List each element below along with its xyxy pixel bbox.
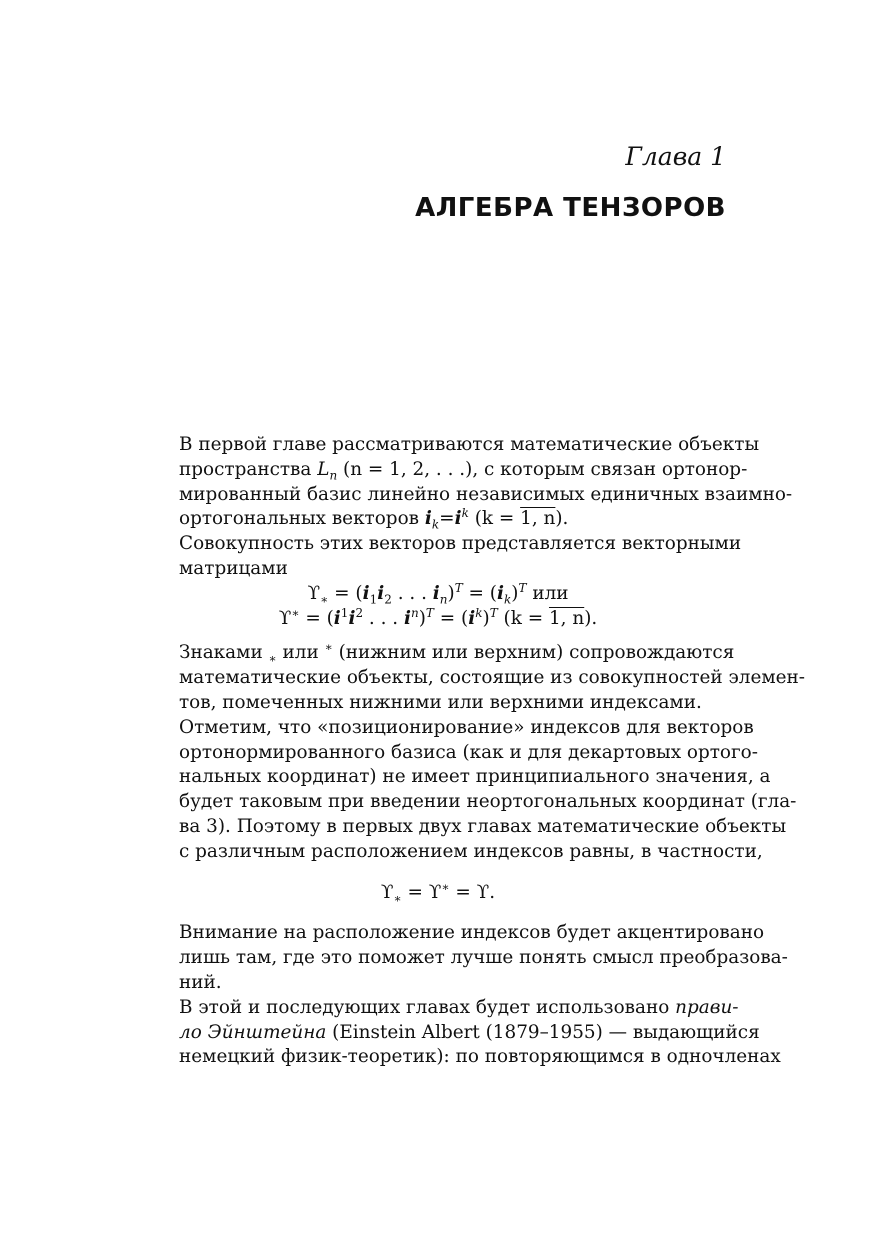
chapter-title: АЛГЕБРА ТЕНЗОРОВ [415, 193, 726, 223]
idx: 2 [384, 592, 392, 607]
paragraph-6 [148, 996, 781, 1070]
idx: 1 [369, 592, 378, 607]
p3-line-3: тов, помеченных нижними или верхними индексами. [179, 691, 702, 713]
einstein-rule-term: ло Эйнштейна [179, 1021, 327, 1043]
f-text: = ( [433, 607, 469, 629]
index-range: 1, n [548, 607, 585, 629]
vec-i: i [377, 582, 385, 604]
p3-text: (нижним или верхним) сопровождаются [332, 642, 735, 664]
paragraph-1 [148, 433, 793, 533]
p6-line-3: немецкий физик-теоретик): по повторяющимся в одночленах [179, 1046, 781, 1068]
vec-i: i [468, 607, 476, 629]
formula-lower-basis [148, 582, 728, 607]
idx: n [439, 592, 448, 607]
f-text: = ϒ [401, 881, 442, 903]
p6-text: (Einstein Albert (1879–1955) — выдающийся [326, 1021, 760, 1043]
star-index: ∗ [393, 891, 402, 906]
f-text: или [526, 582, 569, 604]
p1-text: ). [555, 508, 569, 530]
upper-index: k [461, 506, 469, 521]
chapter-label: Глава 1 [625, 142, 726, 171]
space-index: n [329, 468, 338, 483]
einstein-rule-term: прави- [675, 996, 739, 1018]
transpose: T [518, 580, 527, 595]
p1-text: пространства [179, 458, 318, 480]
f-text: ) [447, 582, 455, 604]
p3-line-1 [148, 640, 735, 667]
p5-line-2: лишь там, где это поможет лучше понять смысл преобразова- [179, 947, 788, 969]
idx: 2 [355, 605, 364, 620]
p3-line-2: математические объекты, состоящие из совокупностей элемен- [179, 667, 805, 689]
p1-text: (k = [468, 508, 521, 530]
p3-text: Знаками [179, 642, 269, 664]
p1-line-4 [148, 507, 728, 532]
p4-line-5: ва 3). Поэтому в первых двух главах математические объекты [179, 815, 787, 837]
vec-i: i [333, 607, 341, 629]
p1-text: ортогональных векторов [179, 508, 425, 530]
index-range: 1, n [520, 508, 556, 530]
basis-vector: i [454, 508, 462, 530]
body-text [148, 433, 805, 1070]
f-text: ). [584, 607, 598, 629]
f-text: . . . [391, 582, 433, 604]
p1-line-1: В первой главе рассматриваются математические объекты [179, 434, 760, 455]
equals: = [439, 508, 455, 530]
p4-line-6: с различным расположением индексов равны, в частности, [179, 840, 763, 862]
f-text: = ϒ. [449, 881, 496, 903]
star-index: ∗ [320, 592, 329, 607]
idx: k [475, 605, 483, 620]
f-text: = ( [328, 582, 363, 604]
paragraph-5 [148, 921, 788, 995]
paragraph-2 [148, 532, 742, 582]
f-text: ) [482, 607, 490, 629]
p3-text: или [276, 642, 325, 664]
vec-i: i [496, 582, 504, 604]
upper-star: ∗ [324, 640, 333, 655]
f-text: (k = [497, 607, 549, 629]
formula-equality [148, 881, 728, 906]
formula-upper-basis [148, 607, 728, 632]
vec-i: i [362, 582, 370, 604]
p1-line-3: мированный базис линейно независимых единичных взаимно- [179, 483, 793, 505]
p6-line-1 [148, 996, 739, 1021]
f-text: ) [511, 582, 519, 604]
upsilon: ϒ [380, 881, 394, 903]
upsilon: ϒ [307, 582, 321, 604]
vec-i: i [404, 607, 411, 629]
p2-line-2: матрицами [179, 557, 288, 579]
p1-text: (n = 1, 2, . . .), с которым связан ортонор- [337, 458, 748, 480]
idx: 1 [340, 605, 349, 620]
lower-star: ∗ [268, 652, 277, 667]
vec-i: i [432, 582, 440, 604]
space-symbol: L [317, 458, 330, 480]
p4-line-4: будет таковым при введении неортогональных координат (гла- [179, 791, 797, 813]
idx: n [411, 605, 419, 620]
vec-i: i [348, 607, 356, 629]
f-text: = ( [299, 607, 334, 629]
paragraph-4 [148, 716, 797, 865]
transpose: T [489, 605, 498, 620]
p2-line-1: Совокупность этих векторов представляется векторными [179, 533, 742, 555]
f-text: = ( [462, 582, 497, 604]
paragraph-3 [148, 640, 805, 715]
f-text: ) [418, 607, 426, 629]
p5-line-3: ний. [179, 971, 222, 993]
upsilon: ϒ [278, 607, 292, 629]
transpose: T [454, 580, 463, 595]
p5-line-1: Внимание на расположение индексов будет акцентировано [179, 922, 765, 944]
basis-vector: i [424, 508, 432, 530]
p4-line-3: нальных координат) не имеет принципиального значения, а [179, 766, 771, 788]
star-index: ∗ [291, 605, 300, 620]
p6-line-2 [148, 1021, 760, 1046]
transpose: T [425, 605, 434, 620]
f-text: . . . [363, 607, 404, 629]
star-index: ∗ [441, 879, 450, 894]
p1-line-2 [148, 458, 748, 483]
p4-line-2: ортонормированного базиса (как и для декартовых ортого- [179, 741, 758, 763]
idx: k [503, 592, 512, 607]
lower-index: k [431, 518, 440, 533]
p4-line-1: Отметим, что «позиционирование» индексов для векторов [179, 716, 754, 738]
p6-text: В этой и последующих главах будет использовано [179, 996, 676, 1018]
